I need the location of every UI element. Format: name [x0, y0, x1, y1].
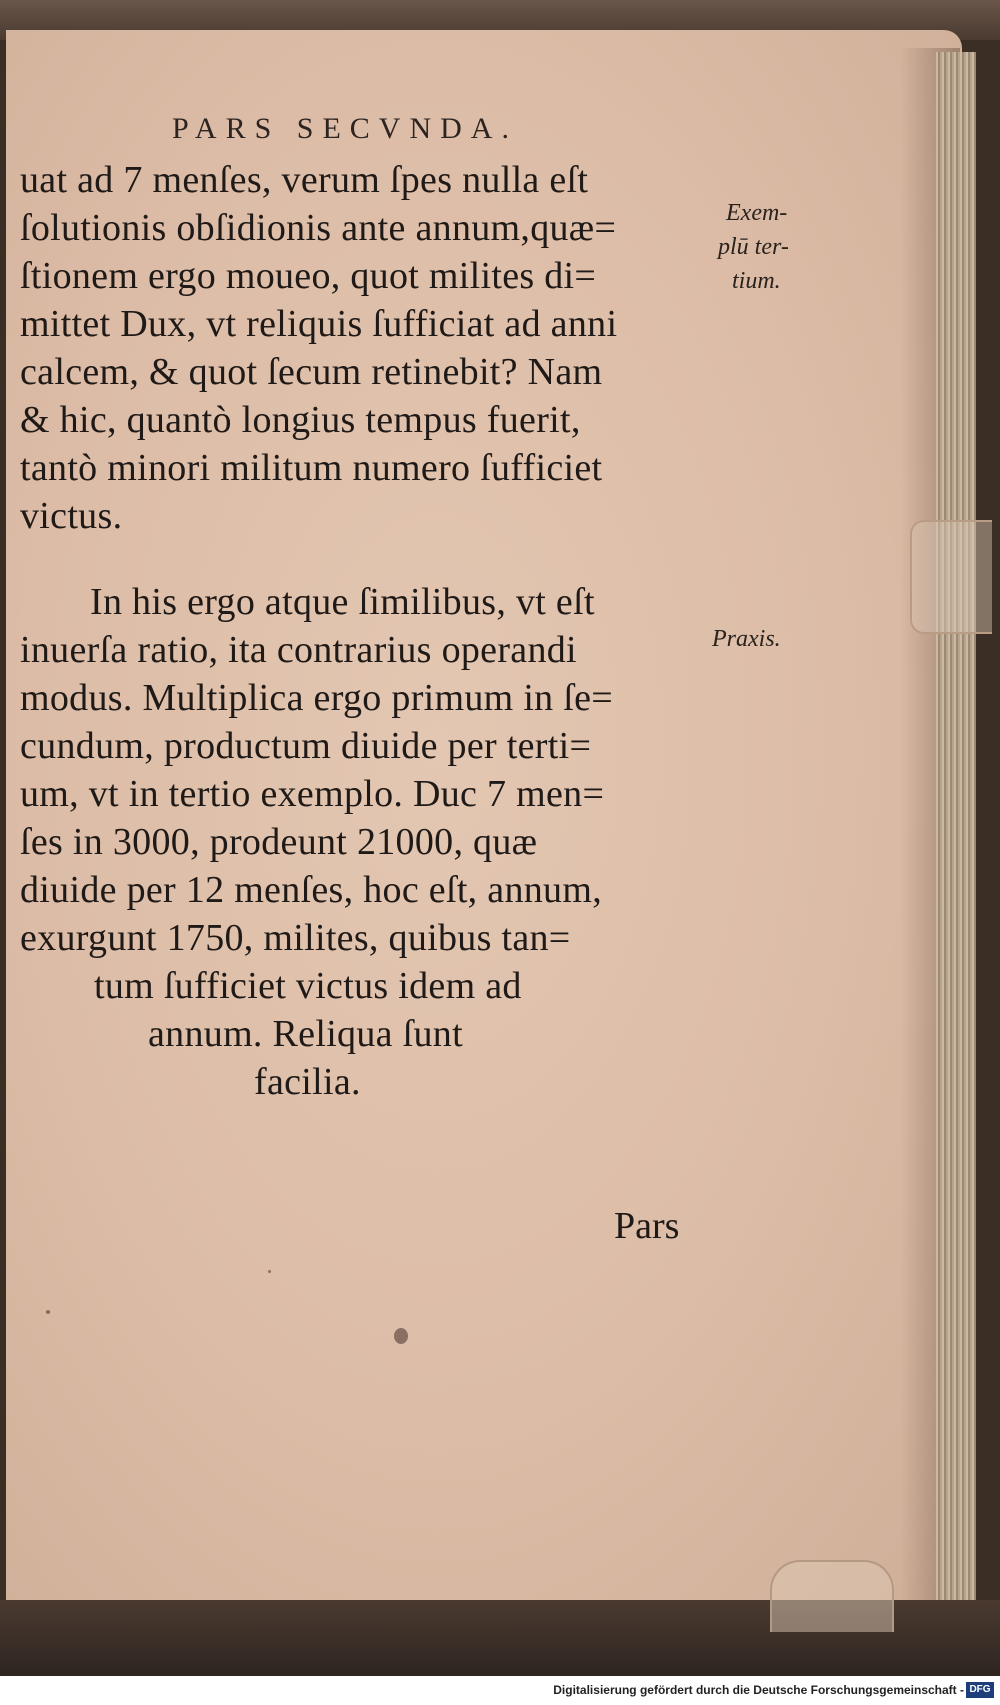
- margin-note-exemplum-line: Exem-: [726, 200, 788, 226]
- margin-note-praxis: Praxis.: [712, 626, 781, 652]
- text-line: modus. Multiplica ergo primum in ſe=: [20, 677, 614, 719]
- margin-note-exemplum-line: plū ter-: [718, 234, 789, 260]
- ink-speck: [268, 1270, 271, 1273]
- text-line: facilia.: [254, 1061, 361, 1103]
- text-line: exurgunt 1750, milites, quibus tan=: [20, 917, 571, 959]
- text-line: victus.: [20, 495, 123, 537]
- funding-credit: Digitalisierung gefördert durch die Deutsche Forschungsgemeinschaft -: [553, 1683, 964, 1697]
- text-line: diuide per 12 menſes, hoc eſt, annum,: [20, 869, 603, 911]
- text-line: tum ſufficiet victus idem ad: [94, 965, 522, 1007]
- text-line: ſes in 3000, prodeunt 21000, quæ: [20, 821, 538, 863]
- page-fore-edge: [936, 52, 976, 1622]
- text-line: & hic, quantò longius tempus fuerit,: [20, 399, 581, 441]
- text-line: ſtionem ergo moueo, quot milites di=: [20, 255, 597, 297]
- footer-bar: [0, 1676, 1000, 1705]
- text-line: tantò minori militum numero ſufficiet: [20, 447, 603, 489]
- ink-speck: [46, 1310, 50, 1314]
- bottom-page-tab: [770, 1560, 894, 1632]
- ink-blot: [394, 1328, 408, 1344]
- catchword: Pars: [614, 1205, 680, 1247]
- text-line: uat ad 7 menſes, verum ſpes nulla eſt: [20, 159, 589, 201]
- running-head: PARS SECVNDA.: [172, 112, 518, 145]
- text-line: annum. Reliqua ſunt: [148, 1013, 463, 1055]
- fore-edge-tab: [910, 520, 992, 634]
- text-line: cundum, productum diuide per terti=: [20, 725, 592, 767]
- margin-note-exemplum-line: tium.: [732, 268, 781, 294]
- text-line: inuerſa ratio, ita contrarius operandi: [20, 629, 577, 671]
- text-line: mittet Dux, vt reliquis ſufficiat ad anni: [20, 303, 618, 345]
- dfg-logo: DFG: [966, 1682, 994, 1698]
- text-line: calcem, & quot ſecum retinebit? Nam: [20, 351, 603, 393]
- text-line: um, vt in tertio exemplo. Duc 7 men=: [20, 773, 605, 815]
- text-line: ſolutionis obſidionis ante annum,quæ=: [20, 207, 617, 249]
- text-line: In his ergo atque ſimilibus, vt eſt: [90, 581, 595, 623]
